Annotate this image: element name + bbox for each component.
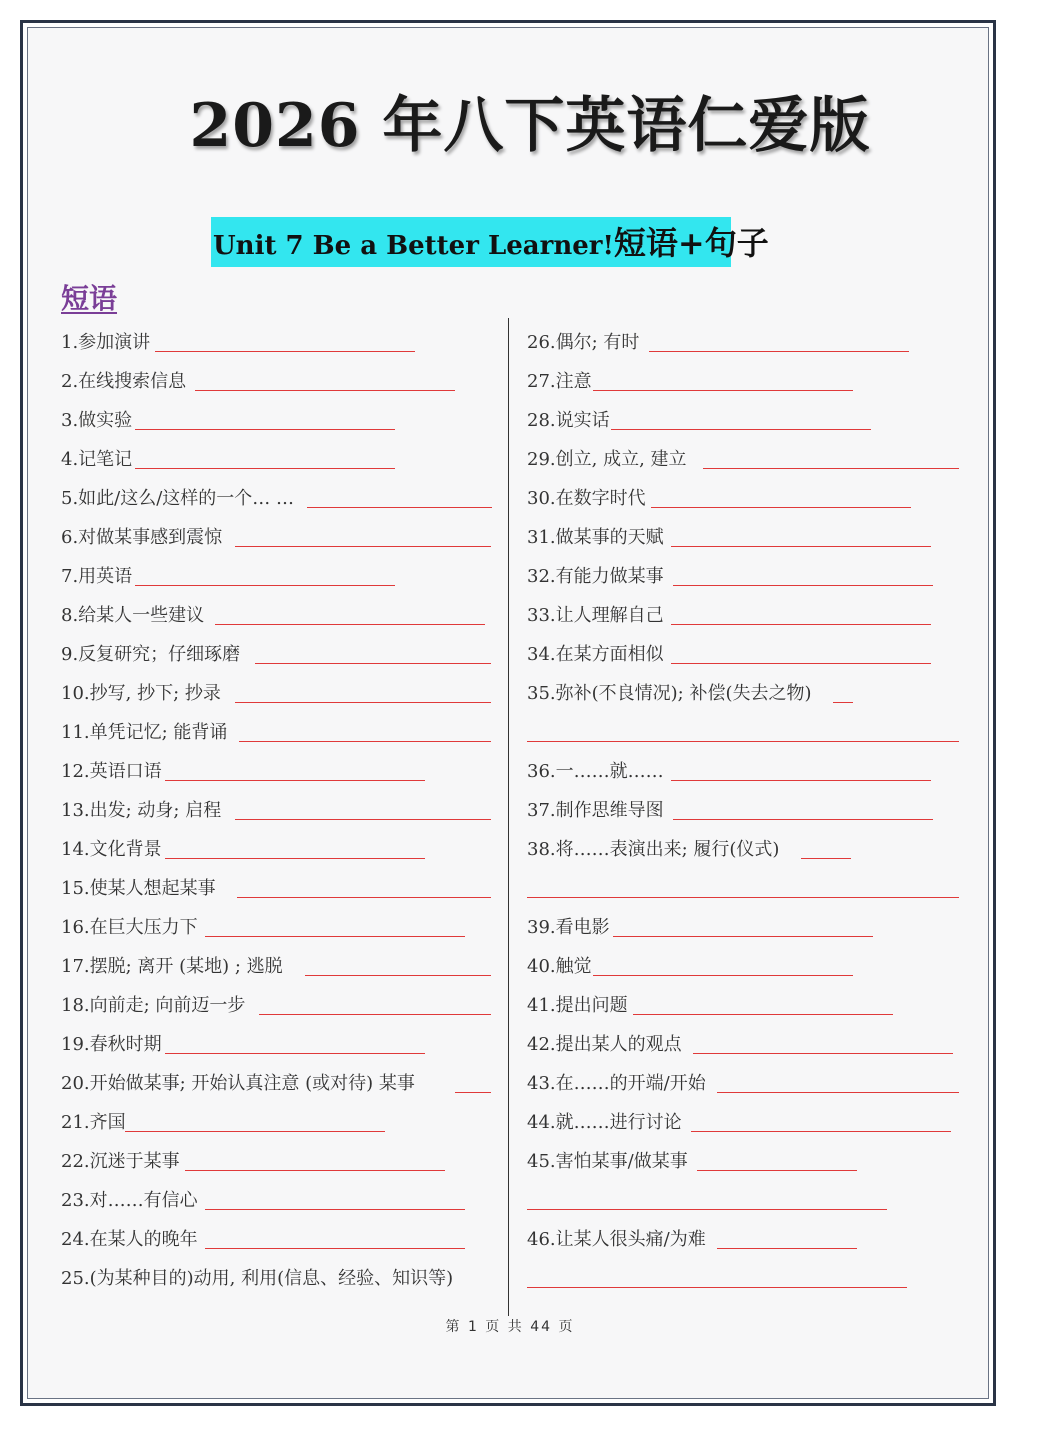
phrase-label: 26.偶尔; 有时 [527, 332, 640, 353]
right-item [527, 360, 592, 396]
right-item [527, 1101, 682, 1137]
phrase-label: 24.在某人的晚年 [61, 1229, 198, 1250]
right-item [527, 984, 628, 1020]
answer-blank[interactable] [155, 351, 415, 352]
left-item [61, 477, 294, 513]
left-item [61, 1179, 198, 1215]
left-item [61, 1140, 180, 1176]
phrase-label: 28.说实话 [527, 410, 610, 431]
phrase-label: 31.做某事的天赋 [527, 527, 664, 548]
answer-blank[interactable] [671, 663, 931, 664]
phrase-label: 40.触觉 [527, 956, 592, 977]
answer-blank[interactable] [215, 624, 485, 625]
right-item [527, 633, 664, 669]
right-item [527, 750, 664, 786]
phrase-label: 15.使某人想起某事 [61, 878, 216, 899]
phrase-label: 22.沉迷于某事 [61, 1151, 180, 1172]
answer-blank[interactable] [527, 741, 959, 742]
phrase-label: 17.摆脱; 离开 (某地) ; 逃脱 [61, 956, 283, 977]
answer-blank[interactable] [651, 507, 911, 508]
answer-blank[interactable] [613, 936, 873, 937]
right-item [527, 594, 664, 630]
right-item [527, 1218, 706, 1254]
left-item [61, 672, 221, 708]
phrase-label: 20.开始做某事; 开始认真注意 (或对待) 某事 [61, 1073, 415, 1094]
answer-blank[interactable] [527, 1209, 887, 1210]
phrase-label: 38.将……表演出来; 履行(仪式) [527, 839, 780, 860]
unit-title-chinese: 短语+句子 [613, 224, 769, 262]
answer-blank[interactable] [717, 1092, 959, 1093]
answer-blank[interactable] [527, 897, 959, 898]
answer-blank[interactable] [165, 858, 425, 859]
left-item [61, 438, 132, 474]
phrase-label: 8.给某人一些建议 [61, 605, 205, 626]
answer-blank[interactable] [703, 468, 959, 469]
left-item [61, 321, 150, 357]
unit-title [211, 217, 769, 267]
answer-blank[interactable] [671, 780, 931, 781]
answer-blank[interactable] [691, 1131, 951, 1132]
right-item [527, 828, 779, 864]
right-item [527, 1062, 706, 1098]
answer-blank[interactable] [185, 1170, 445, 1171]
phrase-label: 33.让人理解自己 [527, 605, 664, 626]
answer-blank[interactable] [255, 663, 491, 664]
answer-blank[interactable] [801, 858, 851, 859]
answer-blank[interactable] [593, 390, 853, 391]
column-divider [508, 318, 509, 1316]
right-item [527, 399, 610, 435]
right-item [527, 1140, 688, 1176]
answer-blank[interactable] [633, 1014, 893, 1015]
answer-blank[interactable] [671, 546, 931, 547]
phrase-label: 36.一……就…… [527, 761, 664, 782]
right-item [527, 477, 646, 513]
section-heading-phrases: 短语 [61, 282, 118, 315]
left-item [61, 711, 227, 747]
right-item [527, 945, 592, 981]
phrase-label: 21.齐国 [61, 1112, 126, 1133]
answer-blank[interactable] [195, 390, 455, 391]
answer-blank[interactable] [259, 1014, 491, 1015]
right-item [527, 555, 664, 591]
phrase-label: 39.看电影 [527, 917, 610, 938]
left-item [61, 828, 162, 864]
left-item [61, 789, 221, 825]
left-item [61, 945, 283, 981]
phrase-label: 29.创立, 成立, 建立 [527, 449, 687, 470]
left-item [61, 1023, 162, 1059]
answer-blank[interactable] [135, 429, 395, 430]
phrase-label: 41.提出问题 [527, 995, 628, 1016]
left-item [61, 360, 186, 396]
right-item [527, 906, 610, 942]
answer-blank[interactable] [165, 780, 425, 781]
answer-blank[interactable] [305, 975, 491, 976]
phrase-label: 12.英语口语 [61, 761, 162, 782]
phrase-label: 4.记笔记 [61, 449, 133, 470]
answer-blank[interactable] [125, 1131, 385, 1132]
right-item [527, 438, 687, 474]
phrase-label: 2.在线搜索信息 [61, 371, 187, 392]
right-item [527, 516, 664, 552]
left-item [61, 594, 204, 630]
answer-blank[interactable] [135, 468, 395, 469]
left-item [61, 399, 132, 435]
phrase-label: 10.抄写, 抄下; 抄录 [61, 683, 221, 704]
answer-blank[interactable] [649, 351, 909, 352]
phrase-label: 34.在某方面相似 [527, 644, 664, 665]
phrase-label: 32.有能力做某事 [527, 566, 664, 587]
left-item [61, 906, 198, 942]
left-item [61, 633, 240, 669]
answer-blank[interactable] [307, 507, 492, 508]
answer-blank[interactable] [717, 1248, 857, 1249]
phrase-label: 6.对做某事感到震惊 [61, 527, 223, 548]
answer-blank[interactable] [673, 819, 933, 820]
right-item [527, 1023, 682, 1059]
answer-blank[interactable] [205, 936, 465, 937]
answer-blank[interactable] [671, 624, 931, 625]
phrase-label: 5.如此/这么/这样的一个… … [61, 488, 295, 509]
phrase-label: 43.在……的开端/开始 [527, 1073, 706, 1094]
left-item [61, 1101, 126, 1137]
phrase-label: 11.单凭记忆; 能背诵 [61, 722, 228, 743]
answer-blank[interactable] [239, 741, 491, 742]
answer-blank[interactable] [673, 585, 933, 586]
answer-blank[interactable] [235, 819, 491, 820]
page-footer: 第 1 页 共 44 页 [445, 1319, 575, 1335]
right-item [527, 321, 639, 357]
answer-blank[interactable] [165, 1053, 425, 1054]
answer-blank[interactable] [833, 702, 853, 703]
page-title: 2026 年八下英语仁爱版 [189, 91, 871, 161]
phrase-label: 27.注意 [527, 371, 592, 392]
left-item [61, 867, 216, 903]
answer-blank[interactable] [235, 702, 491, 703]
phrase-label: 13.出发; 动身; 启程 [61, 800, 222, 821]
left-item [61, 984, 245, 1020]
phrase-label: 14.文化背景 [61, 839, 162, 860]
left-item [61, 555, 132, 591]
phrase-label: 3.做实验 [61, 410, 133, 431]
answer-blank[interactable] [693, 1053, 953, 1054]
left-item [61, 516, 222, 552]
phrase-label: 1.参加演讲 [61, 332, 151, 353]
phrase-label: 42.提出某人的观点 [527, 1034, 682, 1055]
answer-blank[interactable] [235, 546, 491, 547]
answer-blank[interactable] [455, 1092, 491, 1093]
phrase-label: 30.在数字时代 [527, 488, 646, 509]
right-item [527, 789, 664, 825]
answer-blank[interactable] [593, 975, 853, 976]
answer-blank[interactable] [205, 1248, 465, 1249]
phrase-label: 7.用英语 [61, 566, 133, 587]
answer-blank[interactable] [611, 429, 871, 430]
left-item [61, 1257, 453, 1293]
left-item [61, 750, 162, 786]
phrase-label: 16.在巨大压力下 [61, 917, 198, 938]
phrase-label: 23.对……有信心 [61, 1190, 198, 1211]
phrase-label: 45.害怕某事/做某事 [527, 1151, 688, 1172]
answer-blank[interactable] [135, 585, 395, 586]
phrase-label: 35.弥补(不良情况); 补偿(失去之物) [527, 683, 812, 704]
left-item [61, 1218, 198, 1254]
phrase-label: 9.反复研究；仔细琢磨 [61, 644, 241, 665]
phrase-label: 25.(为某种目的)动用, 利用(信息、经验、知识等) [61, 1268, 454, 1289]
answer-blank[interactable] [527, 1287, 907, 1288]
answer-blank[interactable] [697, 1170, 857, 1171]
phrase-label: 37.制作思维导图 [527, 800, 664, 821]
answer-blank[interactable] [205, 1209, 465, 1210]
answer-blank[interactable] [237, 897, 491, 898]
left-item [61, 1062, 415, 1098]
phrase-label: 19.春秋时期 [61, 1034, 162, 1055]
phrase-label: 18.向前走; 向前迈一步 [61, 995, 246, 1016]
right-item [527, 672, 812, 708]
phrase-label: 46.让某人很头痛/为难 [527, 1229, 706, 1250]
unit-title-english: Unit 7 Be a Better Learner! [213, 231, 614, 261]
phrase-label: 44.就……进行讨论 [527, 1112, 682, 1133]
